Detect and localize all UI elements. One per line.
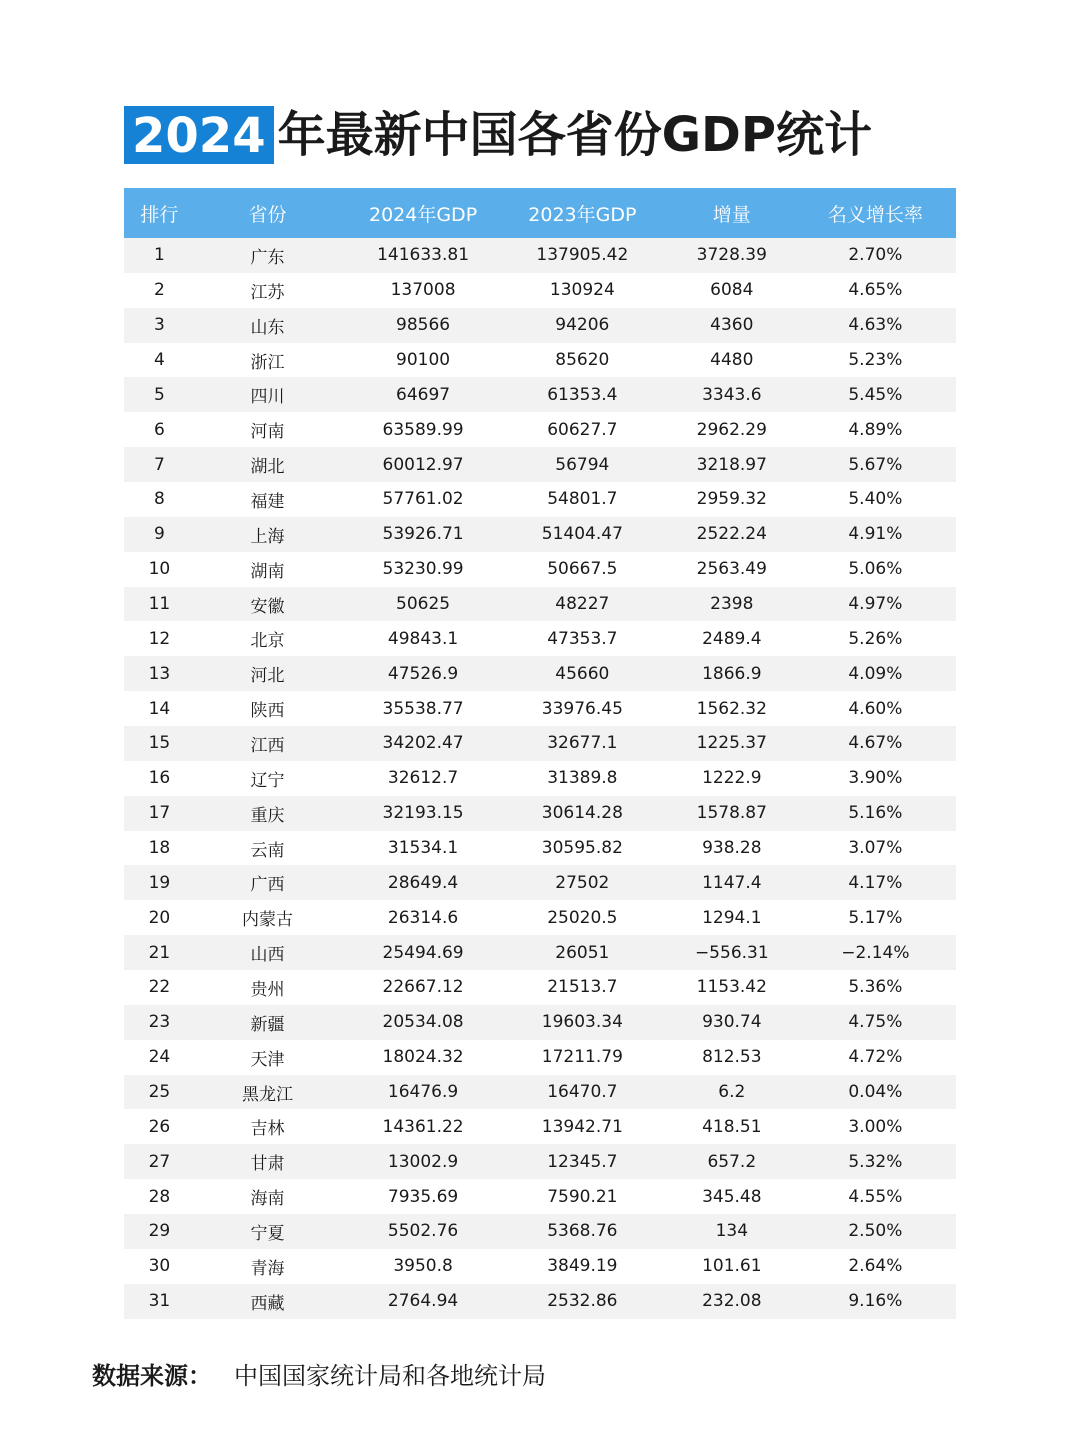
cell-increment: 938.28 — [702, 838, 762, 859]
cell-rank: 28 — [148, 1186, 171, 1207]
cell-growth-rate: 5.26% — [848, 628, 903, 649]
cell-gdp-2023: 47353.7 — [547, 628, 618, 649]
cell-rank: 22 — [148, 977, 171, 998]
cell-gdp-2024: 49843.1 — [387, 628, 459, 649]
cell-gdp-2023: 2532.86 — [547, 1291, 618, 1312]
table-row — [124, 482, 956, 517]
cell-rank: 6 — [153, 419, 165, 440]
cell-increment: 2959.32 — [696, 489, 767, 510]
cell-increment: 2398 — [710, 594, 754, 615]
table-row — [124, 273, 956, 308]
cell-province: 西藏 — [250, 1293, 285, 1314]
cell-increment: 1153.42 — [696, 977, 767, 998]
cell-increment: 3728.39 — [696, 245, 767, 266]
table-header — [124, 188, 956, 238]
cell-province: 青海 — [250, 1258, 285, 1279]
cell-growth-rate: 4.75% — [848, 1012, 903, 1033]
cell-province: 江西 — [250, 735, 285, 756]
title-text: 年最新中国各省份GDP统计 — [277, 107, 873, 163]
cell-gdp-2024: 2764.94 — [387, 1291, 459, 1312]
cell-province: 湖南 — [250, 561, 285, 582]
cell-gdp-2023: 61353.4 — [547, 384, 618, 405]
table-row — [124, 1284, 956, 1319]
table-row — [124, 447, 956, 482]
cell-gdp-2023: 7590.21 — [547, 1186, 618, 1207]
table-row — [124, 1214, 956, 1249]
cell-growth-rate: 5.16% — [848, 803, 903, 824]
page-title — [124, 104, 872, 166]
cell-province: 山东 — [250, 317, 285, 338]
cell-gdp-2023: 56794 — [555, 454, 610, 475]
table-row — [124, 726, 956, 761]
cell-increment: 1866.9 — [702, 663, 762, 684]
cell-gdp-2023: 30595.82 — [541, 838, 623, 859]
cell-gdp-2023: 51404.47 — [541, 524, 623, 545]
cell-gdp-2023: 48227 — [555, 594, 610, 615]
cell-province: 河北 — [250, 666, 285, 687]
cell-growth-rate: 4.72% — [848, 1047, 903, 1068]
cell-gdp-2023: 137905.42 — [536, 245, 629, 266]
cell-province: 海南 — [250, 1189, 285, 1210]
table-row — [124, 308, 956, 343]
table-row — [124, 970, 956, 1005]
cell-province: 江苏 — [250, 282, 285, 303]
cell-province: 辽宁 — [250, 770, 285, 791]
cell-province: 云南 — [250, 840, 285, 861]
header-gdp-2023: 2023年GDP — [528, 203, 637, 226]
header-province: 省份 — [248, 203, 287, 226]
cell-rank: 7 — [153, 454, 165, 475]
cell-growth-rate: 4.60% — [848, 698, 903, 719]
cell-gdp-2023: 50667.5 — [547, 559, 618, 580]
cell-rank: 8 — [153, 489, 165, 510]
table-body — [124, 238, 956, 1319]
table-row — [124, 1144, 956, 1179]
cell-gdp-2023: 94206 — [555, 315, 610, 336]
cell-province: 天津 — [250, 1049, 285, 1070]
cell-growth-rate: 5.23% — [848, 350, 903, 370]
cell-growth-rate: 5.06% — [848, 559, 903, 580]
cell-province: 北京 — [250, 631, 285, 652]
cell-province: 四川 — [250, 387, 285, 408]
table-row — [124, 1075, 956, 1110]
cell-growth-rate: 9.16% — [848, 1291, 903, 1312]
cell-growth-rate: 4.63% — [848, 315, 903, 336]
header-increment: 增量 — [712, 203, 751, 226]
cell-rank: 3 — [153, 315, 165, 336]
cell-rank: 27 — [148, 1151, 171, 1172]
cell-increment: 6.2 — [718, 1082, 746, 1103]
table-row — [124, 1040, 956, 1075]
cell-increment: 930.74 — [702, 1012, 762, 1033]
table-row — [124, 761, 956, 796]
table-row — [124, 1179, 956, 1214]
cell-rank: 5 — [153, 384, 165, 405]
cell-growth-rate: 3.90% — [848, 768, 903, 789]
cell-increment: 345.48 — [702, 1186, 762, 1207]
cell-gdp-2024: 50625 — [396, 594, 451, 615]
cell-province: 陕西 — [250, 701, 285, 722]
cell-province: 福建 — [250, 491, 285, 512]
cell-province: 广东 — [250, 247, 285, 268]
table-row — [124, 900, 956, 935]
title-year-badge: 2024 — [124, 106, 274, 164]
table-row — [124, 865, 956, 900]
cell-gdp-2024: 32612.7 — [387, 768, 459, 789]
cell-rank: 13 — [148, 663, 171, 684]
cell-gdp-2023: 26051 — [555, 942, 610, 963]
cell-growth-rate: 3.00% — [848, 1116, 903, 1137]
cell-growth-rate: 5.67% — [848, 454, 903, 475]
cell-gdp-2023: 130924 — [549, 280, 615, 301]
cell-gdp-2024: 53926.71 — [382, 524, 464, 545]
cell-rank: 31 — [148, 1291, 171, 1312]
cell-increment: 657.2 — [707, 1151, 757, 1172]
table-row — [124, 691, 956, 726]
cell-gdp-2023: 54801.7 — [547, 489, 618, 510]
cell-gdp-2023: 27502 — [555, 872, 610, 893]
cell-province: 山西 — [250, 945, 285, 966]
cell-gdp-2023: 31389.8 — [547, 768, 618, 789]
cell-rank: 23 — [148, 1012, 171, 1033]
cell-gdp-2023: 33976.45 — [541, 698, 623, 719]
cell-gdp-2024: 53230.99 — [382, 559, 464, 580]
cell-province: 重庆 — [250, 805, 285, 826]
cell-gdp-2023: 13942.71 — [541, 1116, 623, 1137]
cell-increment: 4480 — [710, 350, 754, 370]
cell-rank: 26 — [148, 1116, 171, 1137]
cell-gdp-2023: 19603.34 — [541, 1012, 623, 1033]
cell-gdp-2024: 7935.69 — [387, 1186, 459, 1207]
cell-increment: 3343.6 — [702, 384, 762, 405]
table-row — [124, 621, 956, 656]
cell-growth-rate: 4.67% — [848, 733, 903, 754]
cell-growth-rate: 4.17% — [848, 872, 903, 893]
table-row — [124, 377, 956, 412]
cell-gdp-2024: 3950.8 — [393, 1256, 453, 1277]
cell-gdp-2023: 17211.79 — [541, 1047, 623, 1068]
table-row — [124, 1109, 956, 1144]
cell-province: 河南 — [250, 422, 285, 443]
cell-growth-rate: 4.55% — [848, 1186, 903, 1207]
cell-gdp-2023: 32677.1 — [547, 733, 618, 754]
cell-increment: 4360 — [710, 315, 754, 336]
cell-gdp-2023: 3849.19 — [547, 1256, 618, 1277]
cell-growth-rate: 2.70% — [848, 245, 903, 266]
cell-gdp-2024: 32193.15 — [382, 803, 464, 824]
table-row — [124, 587, 956, 622]
cell-gdp-2024: 35538.77 — [382, 698, 464, 719]
cell-rank: 11 — [148, 594, 171, 615]
cell-gdp-2024: 20534.08 — [382, 1012, 464, 1033]
cell-province: 吉林 — [250, 1119, 285, 1140]
cell-province: 安徽 — [250, 596, 285, 617]
cell-growth-rate: 5.32% — [848, 1151, 903, 1172]
cell-province: 湖北 — [250, 457, 285, 478]
cell-increment: 6084 — [710, 280, 754, 301]
cell-increment: 232.08 — [702, 1291, 762, 1312]
cell-gdp-2024: 63589.99 — [382, 419, 464, 440]
cell-rank: 20 — [148, 907, 171, 928]
cell-gdp-2023: 16470.7 — [547, 1082, 618, 1103]
cell-gdp-2024: 90100 — [396, 350, 451, 370]
cell-gdp-2024: 34202.47 — [382, 733, 464, 754]
cell-increment: −556.31 — [694, 942, 769, 963]
cell-rank: 30 — [148, 1256, 171, 1277]
cell-increment: 812.53 — [702, 1047, 762, 1068]
cell-province: 宁夏 — [250, 1223, 285, 1244]
header-rank: 排行 — [140, 203, 179, 226]
cell-rank: 29 — [148, 1221, 171, 1242]
cell-increment: 2522.24 — [696, 524, 767, 545]
cell-gdp-2024: 98566 — [396, 315, 451, 336]
cell-gdp-2024: 22667.12 — [382, 977, 464, 998]
cell-rank: 15 — [148, 733, 171, 754]
cell-increment: 1225.37 — [696, 733, 767, 754]
cell-rank: 21 — [148, 942, 171, 963]
cell-rank: 19 — [148, 872, 171, 893]
cell-increment: 1578.87 — [696, 803, 767, 824]
table-row — [124, 935, 956, 970]
cell-gdp-2024: 16476.9 — [387, 1082, 459, 1103]
table-row — [124, 796, 956, 831]
cell-increment: 418.51 — [702, 1116, 762, 1137]
cell-increment: 1147.4 — [702, 872, 762, 893]
cell-gdp-2024: 64697 — [396, 384, 451, 405]
cell-province: 黑龙江 — [242, 1084, 294, 1105]
cell-gdp-2023: 85620 — [555, 350, 610, 370]
header-growth-rate: 名义增长率 — [827, 203, 923, 226]
cell-gdp-2024: 13002.9 — [387, 1151, 459, 1172]
table-row — [124, 238, 956, 273]
cell-increment: 134 — [715, 1221, 749, 1242]
cell-gdp-2024: 60012.97 — [382, 454, 464, 475]
cell-growth-rate: 4.97% — [848, 594, 903, 615]
cell-rank: 4 — [153, 350, 165, 370]
cell-growth-rate: −2.14% — [841, 942, 910, 963]
cell-growth-rate: 4.09% — [848, 663, 903, 684]
cell-province: 贵州 — [250, 979, 285, 1000]
table-row — [124, 656, 956, 691]
cell-gdp-2023: 25020.5 — [547, 907, 618, 928]
cell-province: 上海 — [250, 526, 285, 547]
cell-rank: 18 — [148, 838, 171, 859]
cell-gdp-2024: 137008 — [390, 280, 456, 301]
table-row — [124, 412, 956, 447]
cell-gdp-2024: 5502.76 — [387, 1221, 459, 1242]
cell-gdp-2023: 12345.7 — [547, 1151, 618, 1172]
cell-growth-rate: 5.40% — [848, 489, 903, 510]
cell-province: 新疆 — [250, 1014, 285, 1035]
cell-gdp-2024: 25494.69 — [382, 942, 464, 963]
cell-rank: 1 — [153, 245, 165, 266]
cell-growth-rate: 2.50% — [848, 1221, 903, 1242]
cell-growth-rate: 2.64% — [848, 1256, 903, 1277]
cell-gdp-2023: 30614.28 — [541, 803, 623, 824]
cell-growth-rate: 4.91% — [848, 524, 903, 545]
table-row — [124, 343, 956, 378]
cell-gdp-2024: 57761.02 — [382, 489, 464, 510]
cell-rank: 14 — [148, 698, 171, 719]
cell-province: 甘肃 — [250, 1154, 285, 1175]
data-source-label: 数据来源： — [92, 1362, 212, 1390]
cell-gdp-2024: 47526.9 — [387, 663, 459, 684]
cell-gdp-2024: 31534.1 — [387, 838, 459, 859]
table-row — [124, 552, 956, 587]
cell-rank: 2 — [153, 280, 165, 301]
cell-gdp-2024: 141633.81 — [377, 245, 470, 266]
cell-increment: 1294.1 — [702, 907, 762, 928]
cell-rank: 12 — [148, 628, 171, 649]
cell-province: 广西 — [250, 875, 285, 896]
cell-gdp-2023: 45660 — [555, 663, 610, 684]
table-row — [124, 1249, 956, 1284]
cell-rank: 17 — [148, 803, 171, 824]
cell-province: 内蒙古 — [242, 910, 294, 931]
cell-gdp-2024: 28649.4 — [387, 872, 459, 893]
data-source — [92, 1356, 546, 1391]
gdp-table — [124, 188, 956, 1319]
data-source-text: 中国国家统计局和各地统计局 — [234, 1362, 546, 1390]
cell-growth-rate: 5.17% — [848, 907, 903, 928]
cell-gdp-2023: 21513.7 — [547, 977, 618, 998]
cell-increment: 2489.4 — [702, 628, 762, 649]
header-gdp-2024: 2024年GDP — [368, 203, 478, 226]
cell-increment: 101.61 — [702, 1256, 762, 1277]
cell-growth-rate: 4.89% — [848, 419, 903, 440]
cell-increment: 1562.32 — [696, 698, 767, 719]
cell-growth-rate: 0.04% — [848, 1082, 903, 1103]
cell-growth-rate: 3.07% — [848, 838, 903, 859]
cell-rank: 16 — [148, 768, 171, 789]
cell-gdp-2024: 14361.22 — [382, 1116, 464, 1137]
cell-growth-rate: 5.45% — [848, 384, 903, 405]
cell-growth-rate: 5.36% — [848, 977, 903, 998]
cell-rank: 10 — [148, 559, 171, 580]
cell-rank: 24 — [148, 1047, 171, 1068]
table-row — [124, 831, 956, 866]
cell-gdp-2024: 18024.32 — [382, 1047, 464, 1068]
table-row — [124, 1005, 956, 1040]
cell-increment: 3218.97 — [696, 454, 767, 475]
cell-increment: 2563.49 — [696, 559, 767, 580]
table-row — [124, 517, 956, 552]
cell-growth-rate: 4.65% — [848, 280, 903, 301]
cell-increment: 1222.9 — [702, 768, 762, 789]
cell-gdp-2024: 26314.6 — [387, 907, 459, 928]
cell-rank: 25 — [148, 1082, 171, 1103]
cell-gdp-2023: 60627.7 — [547, 419, 618, 440]
cell-province: 浙江 — [250, 352, 285, 373]
cell-rank: 9 — [153, 524, 165, 545]
cell-increment: 2962.29 — [696, 419, 767, 440]
cell-gdp-2023: 5368.76 — [547, 1221, 618, 1242]
